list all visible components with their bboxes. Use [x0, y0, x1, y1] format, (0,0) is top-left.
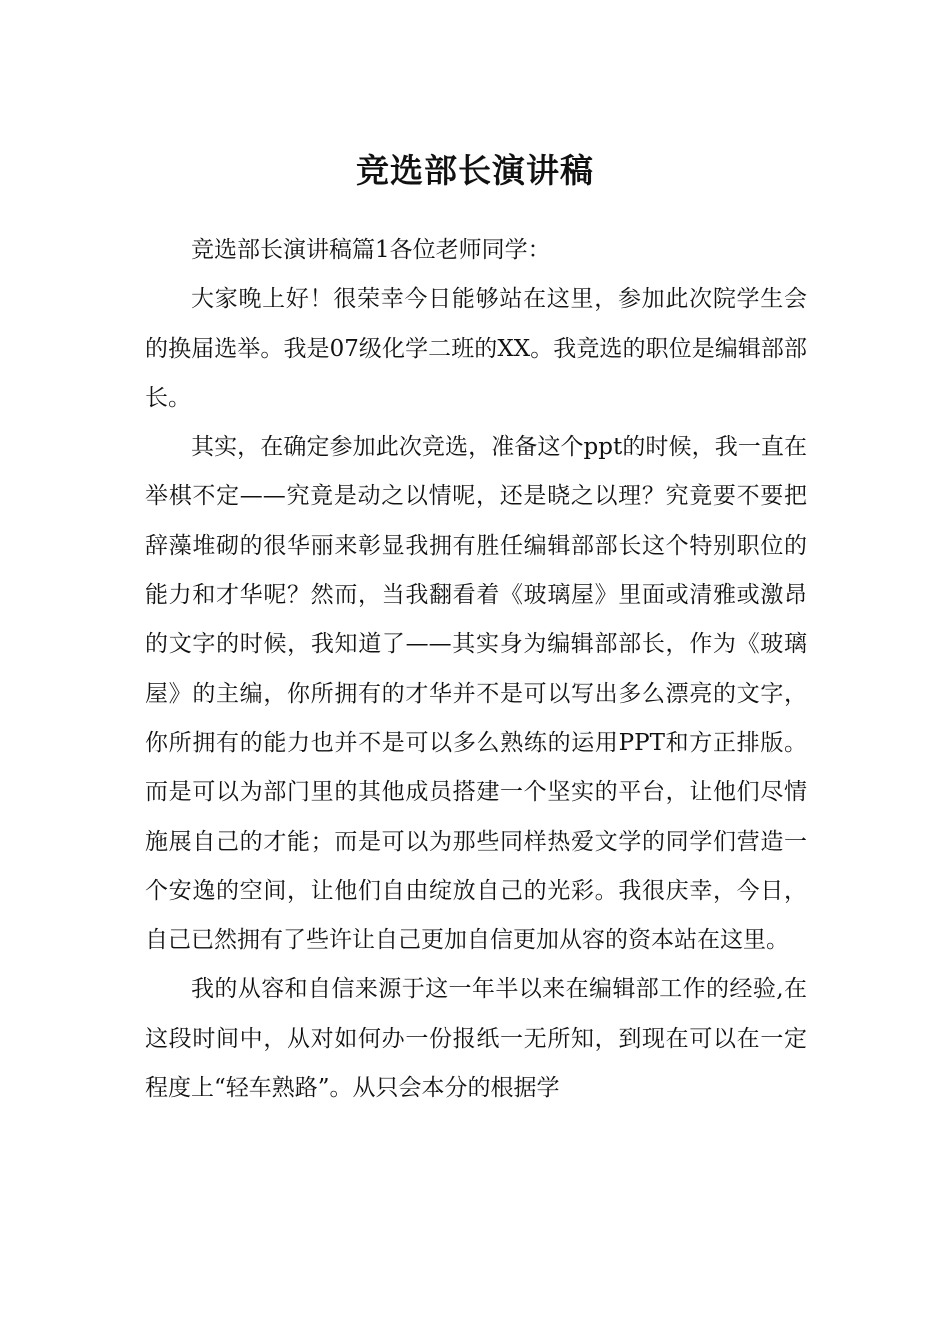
paragraph: 竞选部长演讲稿篇1各位老师同学：: [191, 237, 551, 263]
paragraph: 其实，在确定参加此次竞选，准备这个ppt的时候，我一直在举棋不定——究竟是动之以情呢，还是晓之以理？究竟要不要把辞藻堆砌的很华丽来彰显我拥有胜任编辑部部长这个特别职位的能力和才华呢？然而，当我翻看着《玻璃屋》里面或清雅或激昂的文字的时候，我知道了——其实身为编辑部部长，作为《玻璃屋》的主编，你所拥有的才华并不是可以写出多么漂亮的文字，你所拥有的能力也并不是可以多么熟练的运用PPT和方正排版。而是可以为部门里的其他成员搭建一个坚实的平台，让他们尽情施展自己的才能；而是可以为那些同样热爱文学的同学们营造一个安逸的空间，让他们自由绽放自己的光彩。我很庆幸，今日，自己已然拥有了些许让自己更加自信更加从容的资本站在这里。: [145, 434, 807, 954]
paragraph: 大家晚上好！很荣幸今日能够站在这里，参加此次院学生会的换届选举。我是07级化学二班的XX。我竞选的职位是编辑部部长。: [145, 286, 807, 411]
document-title: 竞选部长演讲稿: [356, 151, 594, 191]
paragraph: 我的从容和自信来源于这一年半以来在编辑部工作的经验,在这段时间中，从对如何办一份报纸一无所知，到现在可以在一定程度上“轻车熟路”。从只会本分的根据学: [145, 976, 807, 1102]
document-body: [145, 226, 807, 1113]
